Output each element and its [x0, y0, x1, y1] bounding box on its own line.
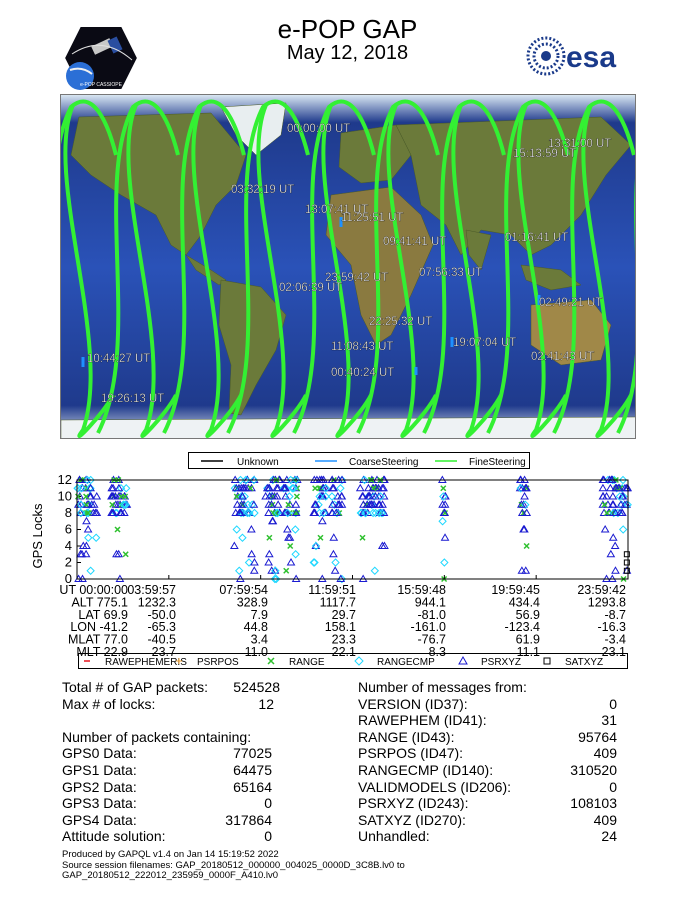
y-tick-label: 8: [64, 505, 72, 520]
x-tick-mlat: 61.9: [515, 632, 540, 647]
map-time-label: 01:16:41 UT: [505, 232, 569, 244]
x-tick-mlat: 23.3: [331, 632, 356, 647]
range-point: [267, 535, 272, 540]
footer-source: Source session filenames: GAP_20180512_000000_004025_0000D_3C8B.lv0 to: [62, 859, 405, 871]
total-packets-value: 524528: [233, 679, 280, 695]
psrxyz-point: [330, 551, 337, 557]
range-point: [360, 535, 365, 540]
x-tick-lon: -123.4: [504, 620, 540, 635]
rangecmp-point: [292, 551, 299, 558]
legend-label-rangecmp: RANGECMP: [377, 657, 435, 668]
map-time-label: 22:25:32 UT: [369, 316, 433, 328]
footer: [62, 850, 405, 882]
range-point: [284, 568, 289, 573]
message-row-value: 409: [593, 745, 617, 762]
map-time-label: 13:31:00 UT: [548, 138, 612, 150]
map-time-label: 02:41:43 UT: [531, 351, 595, 363]
x-tick-lat: 29.7: [331, 607, 356, 622]
psrxyz-point: [248, 551, 255, 557]
x-tick-mlat: 3.4: [250, 632, 268, 647]
x-tick-mlt: 23.7: [151, 645, 176, 659]
x-tick-alt: 944.1: [414, 595, 446, 610]
x-tick-lon: -16.3: [597, 620, 626, 635]
summary-row-value: 77025: [233, 745, 272, 762]
rangecmp-point: [439, 518, 446, 525]
legend-unknown: Unknown: [237, 457, 279, 468]
x-tick-ut: UT 00:00:00: [59, 583, 128, 597]
messages-title: Number of messages from:: [358, 679, 527, 695]
legend-marker-satxyz: [544, 658, 550, 664]
psrxyz-point: [251, 567, 258, 573]
summary-row-value: 64475: [233, 761, 272, 778]
footer-produced: Produced by GAPQL v1.4 on Jan 14 15:19:52 2022: [62, 849, 279, 860]
x-tick-lat: 56.9: [515, 607, 540, 622]
summary-row-label: GPS1 Data:: [62, 761, 137, 778]
x-tick-lon: LON -41.2: [70, 620, 128, 635]
range-point: [115, 527, 120, 532]
rangecmp-point: [332, 559, 339, 566]
x-tick-ut: 11:59:51: [308, 583, 356, 597]
summary-row-label: Attitude solution:: [62, 828, 166, 845]
message-row-value: 108103: [570, 795, 617, 812]
x-tick-lon: 158.1: [324, 620, 356, 635]
rangecmp-point: [87, 567, 94, 574]
x-tick-mlat: -76.7: [417, 632, 446, 647]
message-row-label: VALIDMODELS (ID206):: [358, 778, 512, 795]
psrxyz-point: [602, 526, 609, 532]
x-tick-mlt: 11.1: [516, 645, 540, 659]
gps-legend: [78, 653, 628, 669]
psrxyz-point: [442, 534, 449, 540]
satxyz-point: [624, 552, 629, 557]
psrxyz-point: [266, 551, 273, 557]
range-point: [524, 544, 529, 549]
message-row-value: 31: [601, 712, 617, 729]
psrxyz-point: [275, 501, 282, 507]
x-tick-mlat: -3.4: [604, 632, 626, 647]
message-row-label: SATXYZ (ID270):: [358, 811, 466, 828]
summary-row-label: GPS3 Data:: [62, 795, 137, 812]
psrxyz-point: [85, 526, 92, 532]
x-tick-mlat: -40.5: [147, 632, 176, 647]
epop-logo-text: e-POP CASSIOPE: [80, 82, 122, 88]
containing-label: Number of packets containing:: [62, 728, 252, 745]
x-tick-ut: 23:59:42: [577, 583, 626, 597]
x-tick-alt: ALT 775.1: [71, 595, 128, 610]
x-tick-mlt: MLT 22.9: [76, 645, 128, 659]
message-row-value: 0: [609, 695, 617, 712]
map-time-label: 10:44:27 UT: [87, 353, 151, 365]
psrxyz-point: [231, 543, 238, 549]
rangecmp-point: [292, 526, 299, 533]
psrxyz-point: [521, 493, 528, 499]
rangecmp-point: [441, 559, 448, 566]
rangecmp-point: [620, 526, 627, 533]
map-time-label: 13:07:41 UT: [305, 204, 369, 216]
psrxyz-point: [83, 518, 90, 524]
map-time-label: 23:59:42 UT: [325, 272, 389, 284]
message-row-label: PSRXYZ (ID243):: [358, 795, 469, 812]
range-point: [318, 535, 323, 540]
map-time-label: 11:08:43 UT: [331, 341, 394, 353]
legend-marker-rangecmp: [355, 657, 363, 665]
y-tick-label: 6: [64, 521, 72, 537]
page-date: May 12, 2018: [286, 42, 409, 64]
x-tick-ut: 03:59:57: [127, 583, 176, 597]
x-tick-ut: 15:59:48: [397, 583, 446, 597]
y-tick-label: 2: [64, 554, 72, 570]
x-tick-ut: 19:59:45: [491, 583, 540, 597]
psrxyz-point: [284, 526, 291, 532]
psrxyz-point: [612, 543, 619, 549]
message-row-value: 24: [601, 828, 617, 845]
x-tick-mlat: MLAT 77.0: [68, 632, 128, 647]
legend-label-psrpos: PSRPOS: [197, 657, 239, 668]
message-row-value: 409: [593, 811, 617, 828]
message-row-label: RANGECMP (ID140):: [358, 761, 494, 778]
map-time-label: 11:25:51 UT: [341, 212, 404, 224]
rangecmp-point: [371, 567, 378, 574]
max-locks-label: Max # of locks:: [62, 695, 156, 712]
psrxyz-point: [330, 534, 337, 540]
psrxyz-point: [288, 559, 295, 565]
y-axis-label: GPS Locks: [30, 503, 45, 569]
gps-locks-chart: [0, 474, 695, 674]
y-tick-label: 12: [57, 474, 72, 487]
max-locks-value: 12: [258, 695, 274, 712]
summary-row-label: GPS0 Data:: [62, 745, 137, 762]
x-tick-lat: -8.7: [604, 607, 626, 622]
map-time-label: 00:00:00 UT: [287, 123, 351, 135]
x-tick-lon: -161.0: [410, 620, 446, 635]
psrxyz-point: [93, 493, 100, 499]
x-tick-alt: 434.4: [508, 595, 540, 610]
message-row-value: 0: [609, 778, 617, 795]
y-tick-label: 10: [57, 488, 72, 504]
psrxyz-point: [607, 551, 614, 557]
legend-label-range: RANGE: [289, 657, 325, 668]
rangecmp-point: [93, 534, 100, 541]
map-time-label: 00:40:24 UT: [331, 367, 395, 379]
map-time-label: 02:06:39 UT: [279, 282, 343, 294]
legend-marker-psrxyz: [459, 657, 467, 664]
x-tick-lon: 44.8: [243, 620, 268, 635]
summary-row-value: 65164: [233, 778, 272, 795]
message-row-value: 310520: [570, 761, 617, 778]
orbit-map: [60, 94, 636, 439]
psrxyz-point: [332, 567, 339, 573]
psrxyz-point: [609, 493, 616, 499]
map-time-label: 15:13:59 UT: [513, 148, 577, 160]
x-tick-lat: 7.9: [250, 607, 268, 622]
message-row-label: RANGE (ID43):: [358, 728, 455, 745]
footer-source-end: GAP_20180512_222012_235959_0000F_A410.lv0: [62, 870, 279, 881]
psrxyz-point: [357, 485, 364, 491]
psrxyz-point: [319, 518, 326, 524]
range-point: [441, 486, 446, 491]
map-time-label: 19:26:13 UT: [101, 393, 165, 405]
summary-row-value: 0: [264, 828, 272, 845]
summary-row-label: GPS2 Data:: [62, 778, 137, 795]
x-tick-mlt: 11.0: [244, 645, 268, 659]
map-time-label: 09:41:41 UT: [383, 236, 447, 248]
map-legend: [188, 452, 530, 469]
legend-label-psrxyz: PSRXYZ: [481, 657, 522, 668]
x-tick-ut: 07:59:54: [219, 583, 268, 597]
psrxyz-point: [292, 501, 299, 507]
psrxyz-point: [599, 485, 606, 491]
satxyz-point: [624, 560, 629, 565]
plot-frame: [77, 480, 628, 579]
summary-row-value: 317864: [225, 811, 272, 828]
epop-logo: [62, 24, 140, 92]
map-time-label: 03:32:19 UT: [231, 184, 295, 196]
x-tick-lat: LAT 69.9: [78, 607, 128, 622]
summary-row-value: 0: [264, 795, 272, 812]
map-time-label: 07:56:33 UT: [419, 267, 483, 279]
legend-coarse: CoarseSteering: [349, 457, 419, 468]
legend-fine: FineSteering: [469, 457, 526, 468]
total-packets-label: Total # of GAP packets:: [62, 679, 209, 695]
summary-row-label: GPS4 Data:: [62, 811, 137, 828]
message-row-label: Unhandled:: [358, 828, 430, 845]
summary-panel: [62, 679, 312, 845]
y-tick-label: 4: [64, 538, 72, 553]
x-tick-lat: -50.0: [147, 607, 176, 622]
page-title: e-POP GAP: [277, 14, 418, 44]
range-point: [288, 544, 293, 549]
y-tick-label: 0: [64, 571, 72, 586]
x-tick-mlt: 8.3: [428, 645, 446, 659]
x-tick-alt: 328.9: [236, 595, 268, 610]
psrxyz-point: [265, 559, 272, 565]
messages-panel: [358, 679, 638, 845]
message-row-value: 95764: [578, 728, 617, 745]
x-tick-alt: 1293.8: [587, 595, 626, 610]
esa-logo: [526, 36, 632, 76]
legend-label-satxyz: SATXYZ: [565, 657, 604, 668]
x-tick-lat: -81.0: [417, 607, 446, 622]
message-row-label: RAWEPHEM (ID41):: [358, 712, 487, 729]
rangecmp-point: [85, 534, 92, 541]
x-tick-alt: 1232.3: [137, 595, 176, 610]
psrxyz-point: [612, 567, 619, 573]
message-row-label: PSRPOS (ID47):: [358, 745, 464, 762]
range-point: [294, 494, 299, 499]
x-tick-mlt: 22.1: [331, 645, 356, 659]
range-point: [123, 552, 128, 557]
x-tick-mlt: 23.1: [601, 645, 626, 659]
rangecmp-point: [337, 485, 344, 492]
psrxyz-point: [248, 526, 255, 532]
message-row-label: VERSION (ID37):: [358, 695, 468, 712]
map-time-label: 19:07:04 UT: [453, 337, 517, 349]
rangecmp-point: [236, 567, 243, 574]
map-time-label: 02:49:21 UT: [539, 297, 603, 309]
esa-logo-text: esa: [566, 41, 617, 74]
rangecmp-point: [233, 526, 240, 533]
x-tick-lon: -65.3: [147, 620, 176, 635]
rangecmp-point: [239, 534, 246, 541]
legend-label-rawephemeris: RAWEPHEMERIS: [105, 657, 187, 668]
psrxyz-point: [610, 534, 617, 540]
legend-marker-range: [268, 658, 274, 664]
rangecmp-point: [123, 485, 130, 492]
x-tick-alt: 1117.7: [319, 595, 356, 610]
